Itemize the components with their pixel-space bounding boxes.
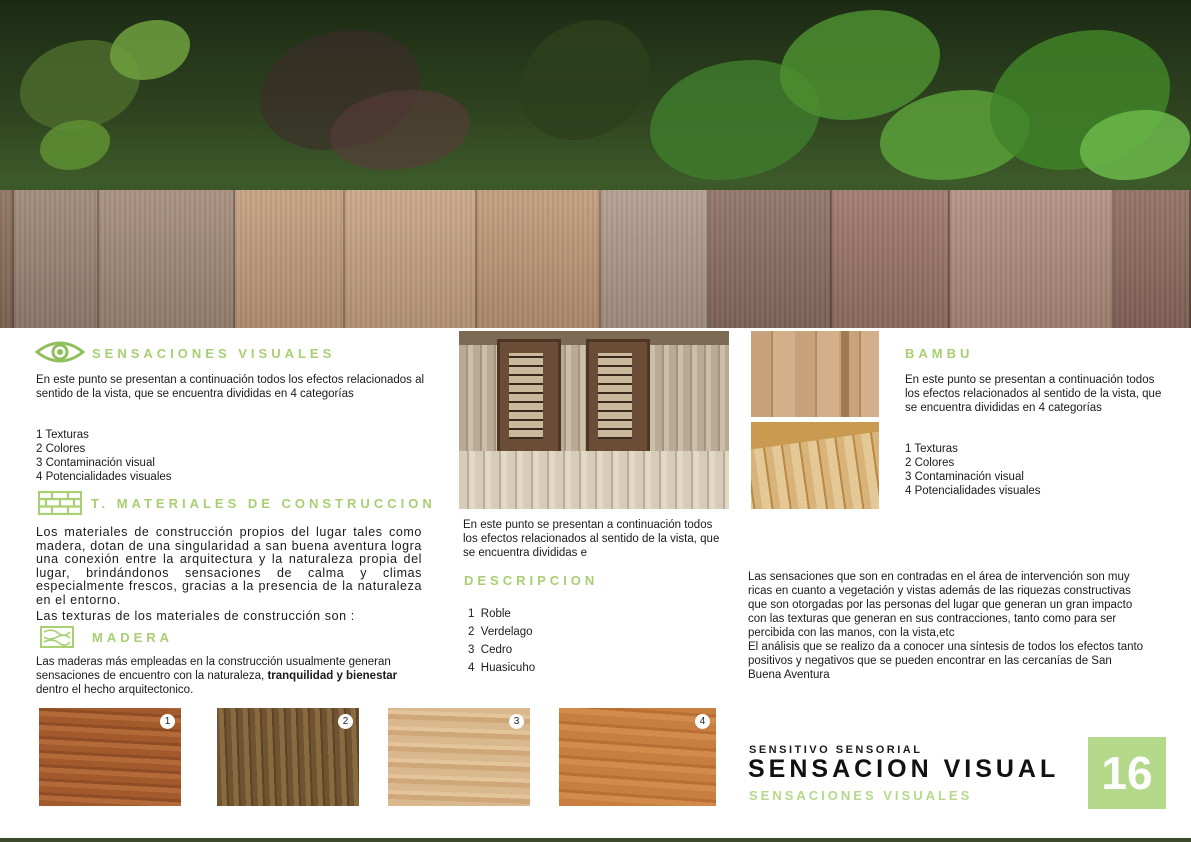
page-number-badge [1088, 737, 1166, 809]
wooden-fence [0, 190, 1191, 328]
bamboo-facade-photo [459, 331, 729, 509]
visual-title: SENSACIONES VISUALES [92, 346, 336, 361]
eye-icon [35, 340, 85, 364]
materials-title: T. MATERIALES DE CONSTRUCCION [91, 496, 436, 511]
list-item: 2 Verdelago [468, 626, 533, 638]
visual-intro: En este punto se presentan a continuación todos los efectos relacionados al sentido de la vista, que se encuentra divididas en 4 categorías [36, 374, 425, 400]
page-title: SENSACION VISUAL [748, 755, 1060, 783]
page-subtitle: SENSACIONES VISUALES [749, 788, 973, 803]
madera-text: Las maderas más empleadas en la construcción usualmente generan sensaciones de encuentro con la naturaleza, tranquilidad y bienestar dentro el hecho arquitectonico. [36, 656, 398, 696]
list-item: 3 Contaminación visual [905, 471, 1024, 483]
list-item: 4 Huasicuho [468, 662, 536, 674]
bamboo-wall-photo [751, 331, 879, 417]
brick-icon [38, 491, 82, 515]
page-number: 16 [1101, 747, 1153, 799]
hero-photo [0, 0, 1191, 328]
section-kicker: SENSITIVO SENSORIAL [749, 744, 923, 756]
list-item: 3 Contaminación visual [36, 457, 155, 469]
madera-title: MADERA [92, 630, 174, 645]
analysis-paragraph-2: El análisis que se realizo da a conocer una síntesis de todos los efectos tanto positivos y negativos que se pueden encontrar en las cercanías de San Buena Aventura [748, 641, 1144, 681]
visual-category-list [36, 428, 336, 484]
list-item: 4 Potencialidades visuales [36, 471, 172, 483]
bottom-foliage-strip [0, 838, 1191, 842]
swatch-number: 4 [695, 714, 710, 729]
list-item: 1 Texturas [36, 429, 89, 441]
list-item: 3 Cedro [468, 644, 513, 656]
materials-body: Los materiales de construcción propios del lugar tales como madera, dotan de una singularidad a san buena aventura logra una conexión entre la arquitectura y la naturaleza propia del lugar, brindándonos sensaciones de calma y climas especialmente frescos, gracias a la presencia de la naturaleza en el entorno. [36, 525, 422, 607]
wood-swatch-2 [217, 708, 359, 806]
center-caption: En este punto se presentan a continuación todos los efectos relacionados al sentido de la vista, que se encuentra divididas e [463, 519, 720, 559]
materials-textures-line: Las texturas de los materiales de construcción son : [36, 609, 355, 623]
swatch-number: 1 [160, 714, 175, 729]
wood-types-list [468, 605, 668, 677]
list-item: 1 Texturas [905, 443, 958, 455]
list-item: 2 Colores [905, 457, 955, 469]
swatch-number: 2 [338, 714, 353, 729]
list-item: 1 Roble [468, 608, 511, 620]
bamboo-rods-photo [751, 422, 879, 509]
list-item: 4 Potencialidades visuales [905, 485, 1041, 497]
bambu-intro: En este punto se presentan a continuación todos los efectos relacionados al sentido de la vista, que se encuentra divididas en 4 categorías [905, 374, 1162, 414]
description-title: DESCRIPCION [464, 573, 599, 588]
wood-grain-icon [40, 626, 74, 648]
list-item: 2 Colores [36, 443, 86, 455]
wood-swatch-3 [388, 708, 530, 806]
bambu-title: BAMBU [905, 346, 974, 361]
wood-swatch-4 [559, 708, 716, 806]
swatch-number: 3 [509, 714, 524, 729]
wood-swatch-1 [39, 708, 181, 806]
bambu-category-list [905, 442, 1165, 498]
analysis-text [748, 570, 1146, 682]
analysis-paragraph-1: Las sensaciones que son en contradas en el área de intervención son muy ricas en cuanto a vegetación y vistas además de las riquezas constructivas que son otorgadas por las personas del lugar que generan un gran impacto con las texturas que generan en sus contracciones, tanto como para ser percibida con las manos, con la vista,etc [748, 571, 1133, 639]
